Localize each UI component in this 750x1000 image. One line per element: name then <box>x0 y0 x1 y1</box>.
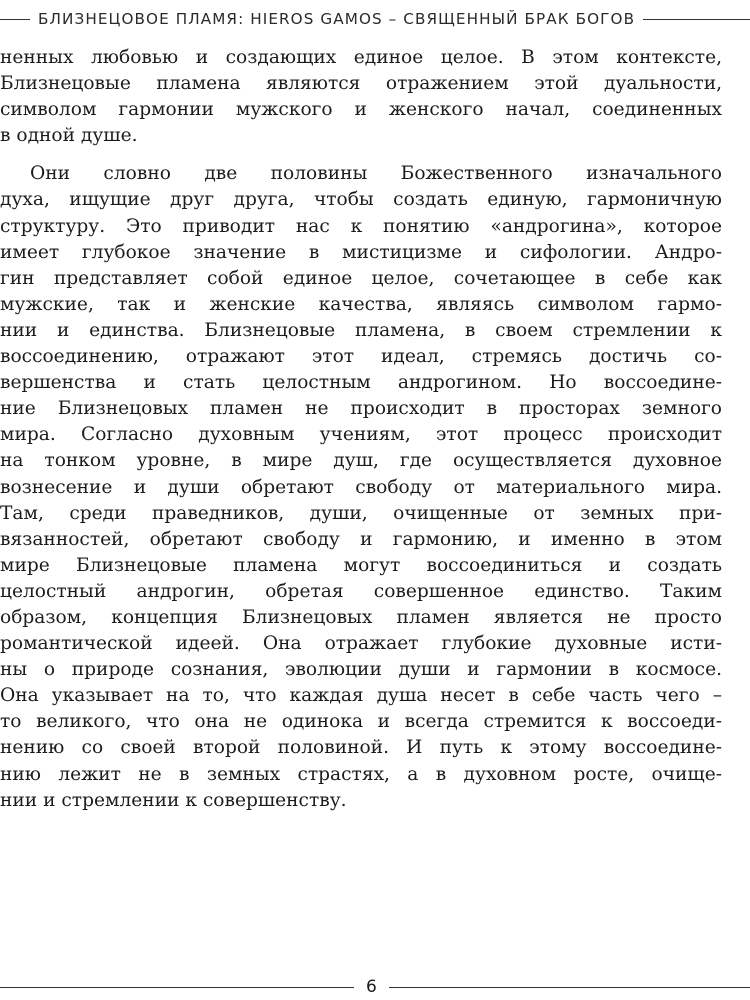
footer-rule-left <box>0 987 354 988</box>
text-line: вершенства и стать целостным андрогином. Но воссоедине- <box>0 372 722 394</box>
page-number: 6 <box>366 977 377 997</box>
text-line: нии и стремлении к совершенству. <box>0 789 347 811</box>
text-line: символом гармонии мужского и женского начал, соединенных <box>0 99 722 121</box>
text-line: вязанностей, обретают свободу и гармонию, и именно в этом <box>0 528 722 550</box>
text-line: в одной душе. <box>0 125 138 147</box>
text-line: мире Близнецовые пламена могут воссоединиться и создать <box>0 554 722 576</box>
text-line: Там, среди праведников, души, очищенные от земных при- <box>0 502 722 524</box>
paragraph-2 <box>0 161 722 813</box>
text-line: гин представляет собой единое целое, сочетающее в себе как <box>0 267 722 289</box>
paragraph-1 <box>0 45 722 149</box>
text-line: то великого, что она не одинока и всегда стремится к воссоеди- <box>0 711 722 733</box>
text-line: образом, концепция Близнецовых пламен является не просто <box>0 606 722 628</box>
text-line: мира. Согласно духовным учениям, этот процесс происходит <box>0 424 722 446</box>
page-footer <box>0 974 750 1000</box>
header-rule-left <box>0 19 30 20</box>
text-line: романтической идеей. Она отражает глубокие духовные исти- <box>0 633 722 655</box>
text-line: Они словно две половины Божественного изначального <box>30 163 722 185</box>
text-line: структуру. Это приводит нас к понятию «андрогина», которое <box>0 215 722 237</box>
text-line: вознесение и души обретают свободу от материального мира. <box>0 476 722 498</box>
text-line: ненных любовью и создающих единое целое. В этом контексте, <box>0 47 722 68</box>
body-text <box>0 45 722 814</box>
header-rule-right <box>643 19 750 20</box>
text-line: ны о природе сознания, эволюции души и гармонии в космосе. <box>0 659 722 681</box>
footer-rule-right <box>389 987 750 988</box>
text-line: нии и единства. Близнецовые пламена, в своем стремлении к <box>0 319 722 341</box>
text-line: Близнецовые пламена являются отражением этой дуальности, <box>0 73 722 95</box>
text-line: целостный андрогин, обретая совершенное единство. Таким <box>0 580 722 602</box>
text-line: мужские, так и женские качества, являясь символом гармо- <box>0 293 722 315</box>
text-line: на тонком уровне, в мире душ, где осуществляется духовное <box>0 450 722 472</box>
text-line: Она указывает на то, что каждая душа несет в себе часть чего – <box>0 685 722 707</box>
text-line: имеет глубокое значение в мистицизме и сифологии. Андро- <box>0 241 722 263</box>
text-line: нию лежит не в земных страстях, а в духовном росте, очище- <box>0 763 722 785</box>
text-line: нению со своей второй половиной. И путь к этому воссоедине- <box>0 737 722 759</box>
text-line: воссоединению, отражают этот идеал, стремясь достичь со- <box>0 346 722 368</box>
running-title: БЛИЗНЕЦОВОЕ ПЛАМЯ: HIEROS GAMOS – СВЯЩЕННЫЙ БРАК БОГОВ <box>38 10 636 28</box>
text-line: духа, ищущие друг друга, чтобы создать единую, гармоничную <box>0 189 722 211</box>
text-line: ние Близнецовых пламен не происходит в просторах земного <box>0 398 722 420</box>
running-header <box>0 6 750 32</box>
